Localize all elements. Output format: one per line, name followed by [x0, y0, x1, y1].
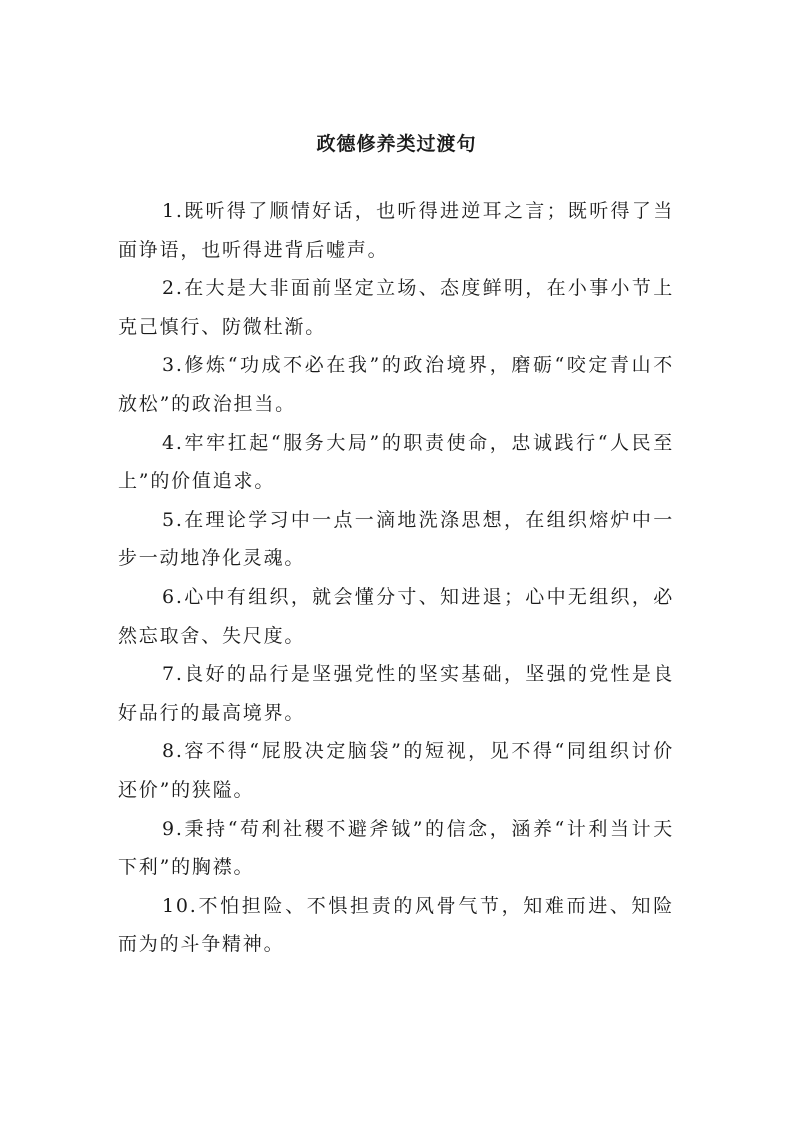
- paragraph-item-8: 8.容不得“屁股决定脑袋”的短视，见不得“同组织讨价还价”的狭隘。: [118, 740, 674, 801]
- document-body: [118, 192, 674, 964]
- paragraph-item-5: 5.在理论学习中一点一滴地洗涤思想，在组织熔炉中一步一动地净化灵魂。: [118, 508, 674, 570]
- paragraph-item-2: 2.在大是大非面前坚定立场、态度鲜明，在小事小节上克己慎行、防微杜渐。: [118, 277, 674, 338]
- paragraph-item-1: 1.既听得了顺情好话，也听得进逆耳之言；既听得了当面诤语，也听得进背后嘘声。: [118, 200, 674, 261]
- paragraph-item-6: 6.心中有组织，就会懂分寸、知进退；心中无组织，必然忘取舍、失尺度。: [118, 585, 674, 647]
- paragraph-item-4: 4.牢牢扛起“服务大局”的职责使命，忠诚践行“人民至上”的价值追求。: [118, 431, 674, 493]
- paragraph-item-10: 10.不怕担险、不惧担责的风骨气节，知难而进、知险而为的斗争精神。: [118, 894, 674, 956]
- paragraph-item-7: 7.良好的品行是坚强党性的坚实基础，坚强的党性是良好品行的最高境界。: [118, 663, 674, 724]
- document-title: 政德修养类过渡句: [316, 133, 477, 155]
- paragraph-item-3: 3.修炼“功成不必在我”的政治境界，磨砺“咬定青山不放松”的政治担当。: [118, 354, 674, 415]
- paragraph-item-9: 9.秉持“苟利社稷不避斧钺”的信念，涵养“计利当计天下利”的胸襟。: [118, 817, 674, 879]
